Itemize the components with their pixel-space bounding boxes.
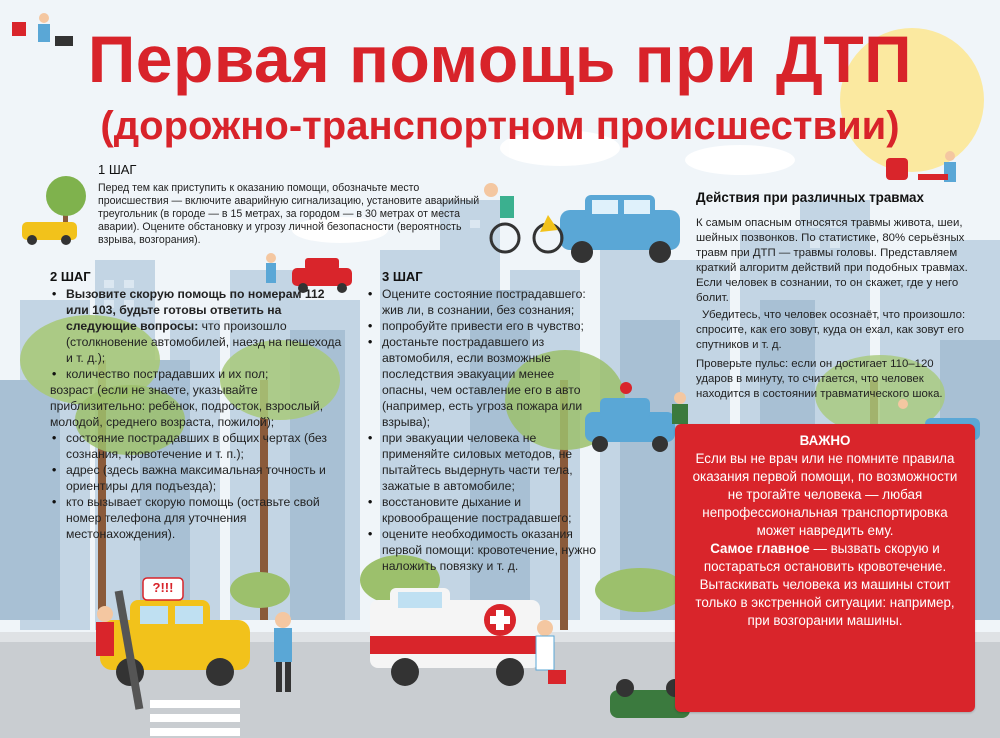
step3-item: • достаньте пострадавшего из автомобиля, если возможные последствия эвакуации менее опасны, чем оставление его в авто (например, есть угроза пожара или взрыва); (366, 334, 596, 430)
speech-bubble-text: ?!!! (152, 580, 174, 595)
injuries-heading: Действия при различных травмах (696, 190, 924, 205)
step3-list (366, 286, 596, 574)
step1-text: Перед тем как приступить к оказанию помощи, обозначьте место происшествия — включите аварийную сигнализацию, установите аварийный треугольник (в городе — в 15 метрах, за городом — в 30 метрах от места аварии). Оцените обстановку и угрозу личной безопасности (вероятность взрыва, возгорания). (98, 182, 480, 246)
crosswalk (150, 700, 240, 736)
step2-item-condition: • состояние пострадавших в общих чертах (без сознания, кровотечение и т. п.); (50, 430, 350, 462)
injuries-paragraph-3: Проверьте пульс: если он достигает 110–120 ударов в минуту, то считается, что человек находится в состоянии травматического шока. (696, 358, 943, 400)
step2-age-note: возраст (если не знаете, указывайте приблизительно: ребёнок, подросток, взрослый, молодой, среднего возраста, пожилой); (50, 383, 324, 429)
step2-item-caller: • кто вызывает скорую помощь (оставьте свой номер телефона для уточнения местонахождения). (50, 494, 350, 542)
injuries-paragraph-2: Убедитесь, что человек осознаёт, что произошло: спросите, как его зовут, куда он ехал, как зовут его спутников и т. д. (696, 309, 966, 351)
man-with-phone-figure (96, 606, 114, 656)
pedestrian-small (266, 253, 276, 283)
step2-item-address: • адрес (здесь важна максимальная точность и ориентиры для подъезда); (50, 462, 350, 494)
important-paragraph-1: Если вы не врач или не помните правила оказания первой помощи, по возможности не трогайте человека — любая непрофессиональная транспортировка может навредить ему. (692, 451, 958, 538)
step3-item: • попробуйте привести его в чувство; (366, 318, 596, 334)
step3-item: • при эвакуации человека не применяйте силовых методов, не пытайтесь выдернуть части тела, зажатые в автомобиле; (366, 430, 596, 494)
important-paragraph-2: Самое главное — вызвать скорую и постараться остановить кровотечение. (703, 541, 947, 574)
important-panel (675, 424, 975, 712)
step3-item: • восстановите дыхание и кровообращение пострадавшего; (366, 494, 596, 526)
injuries-text (696, 216, 968, 402)
step3-heading: 3 ШАГ (382, 269, 423, 284)
step2-item-count: • количество пострадавших и их пол; (50, 366, 350, 382)
step2-heading: 2 ШАГ (50, 269, 91, 284)
step2-item-call: • Вызовите скорую помощь по номерам 112 или 103, будьте готовы ответить на следующие вопросы: что произошло (столкновение автомобилей, наезд на пешехода и т. д.); (50, 286, 350, 366)
important-heading: ВАЖНО (799, 433, 851, 448)
injured-person-middle (672, 392, 688, 424)
step1-heading: 1 ШАГ (98, 162, 137, 177)
important-paragraph-3: Вытаскивать человека из машины стоит только в экстренной ситуации: например, при возгорании машины. (695, 577, 955, 628)
injuries-paragraph-1: К самым опасным относятся травмы живота, шеи, шейных позвонков. По статистике, 80% серьёзных травм при ДТП — травмы головы. Представляем краткий алгоритм действий при подобных травмах. Если человек в сознании, то он скажет, где у него болит. (696, 217, 968, 304)
page-title: Первая помощь при ДТП (87, 22, 913, 96)
step2-list (50, 286, 350, 542)
page-subtitle: (дорожно-транспортном происшествии) (100, 104, 900, 148)
step3-item: • оцените необходимость оказания первой помощи: кровотечение, нужно наложить повязку и т. д. (366, 526, 596, 574)
step3-item: • Оцените состояние пострадавшего: жив ли, в сознании, без сознания; (366, 286, 596, 318)
